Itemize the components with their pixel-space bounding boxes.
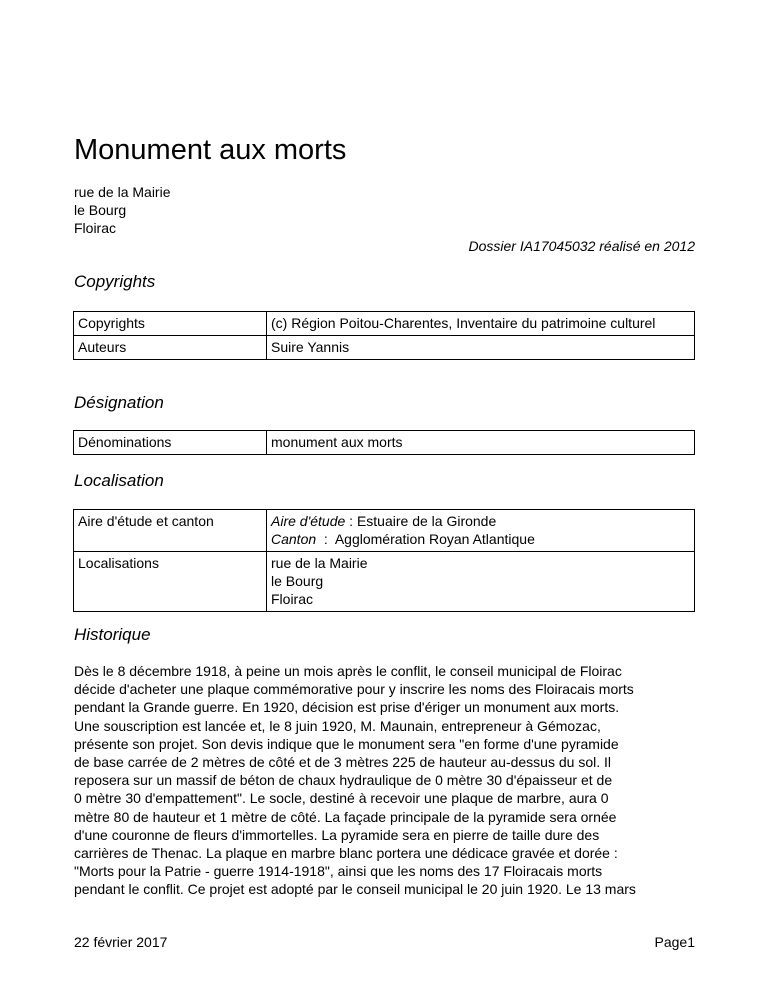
dossier-reference: Dossier IA17045032 réalisé en 2012 [468, 238, 695, 254]
row-label: Aire d'étude et canton [74, 510, 267, 552]
aire-key: Aire d'étude [271, 513, 346, 529]
section-title-designation: Désignation [74, 393, 164, 412]
table-row [74, 336, 695, 360]
row-value: (c) Région Poitou-Charentes, Inventaire du patrimoine culturel [267, 312, 695, 336]
copyrights-table [73, 311, 695, 360]
row-label: Localisations [74, 552, 267, 612]
localisation-line: le Bourg [271, 573, 324, 589]
paragraph-line: Dès le 8 décembre 1918, à peine un mois après le conflit, le conseil municipal de Floirac [74, 663, 622, 679]
row-label: Dénominations [74, 431, 267, 455]
paragraph-line: pendant le conflit. Ce projet est adopté par le conseil municipal le 20 juin 1920. Le 13 mars [74, 881, 636, 898]
paragraph-line: présente son projet. Son devis indique que le monument sera "en forme d'une pyramide [74, 735, 619, 752]
aire-line [271, 512, 690, 530]
row-value: monument aux morts [267, 431, 695, 455]
localisation-line: Floirac [271, 591, 314, 607]
page-title: Monument aux morts [74, 134, 347, 166]
paragraph-line: carrières de Thenac. La plaque en marbre blanc portera une dédicace gravée et dorée : [74, 845, 618, 862]
table-row [74, 510, 695, 552]
paragraph-line: 0 mètre 30 d'empattement". Le socle, destiné à recevoir une plaque de marbre, aura 0 [74, 790, 609, 807]
row-value [267, 510, 695, 552]
table-row [74, 312, 695, 336]
row-value: Suire Yannis [267, 336, 695, 360]
paragraph-line: Une souscription est lancée et, le 8 juin 1920, M. Maunain, entrepreneur à Gémozac, [74, 717, 601, 734]
canton-key: Canton [271, 531, 317, 547]
paragraph-line: décide d'acheter une plaque commémorative pour y inscrire les noms des Floiracais morts [74, 681, 634, 698]
section-title-copyrights: Copyrights [74, 272, 156, 291]
section-title-historique: Historique [74, 625, 151, 644]
localisation-table [73, 509, 695, 612]
canton-line [271, 530, 690, 548]
paragraph-line: reposera sur un massif de béton de chaux hydraulique de 0 mètre 30 d'épaisseur et de [74, 772, 613, 789]
paragraph-line: "Morts pour la Patrie - guerre 1914-1918", ainsi que les noms des 17 Floiracais morts [74, 863, 603, 880]
row-value [267, 552, 695, 612]
paragraph-line: d'une couronne de fleurs d'immortelles. La pyramide sera en pierre de taille dure des [74, 826, 600, 843]
table-row [74, 431, 695, 455]
table-row [74, 552, 695, 612]
designation-table [73, 430, 695, 455]
section-title-localisation: Localisation [74, 471, 164, 490]
paragraph-line: de base carrée de 2 mètres de côté et de 3 mètres 225 de hauteur au-dessus du sol. Il [74, 754, 611, 771]
address-line: Floirac [74, 220, 117, 236]
localisation-line: rue de la Mairie [271, 555, 368, 571]
aire-value: : Estuaire de la Gironde [345, 513, 497, 529]
paragraph-line: mètre 80 de hauteur et 1 mètre de côté. La façade principale de la pyramide sera ornée [74, 808, 617, 825]
historique-paragraph [74, 662, 698, 899]
canton-value: : Agglomération Royan Atlantique [316, 531, 535, 547]
address-line: le Bourg [74, 202, 127, 218]
address-line: rue de la Mairie [74, 184, 171, 200]
address-block [74, 183, 171, 237]
row-label: Auteurs [74, 336, 267, 360]
footer-date: 22 février 2017 [74, 934, 168, 950]
footer-page-number: Page1 [654, 934, 695, 950]
paragraph-line: pendant la Grande guerre. En 1920, décision est prise d'ériger un monument aux morts. [74, 699, 620, 716]
row-label: Copyrights [74, 312, 267, 336]
